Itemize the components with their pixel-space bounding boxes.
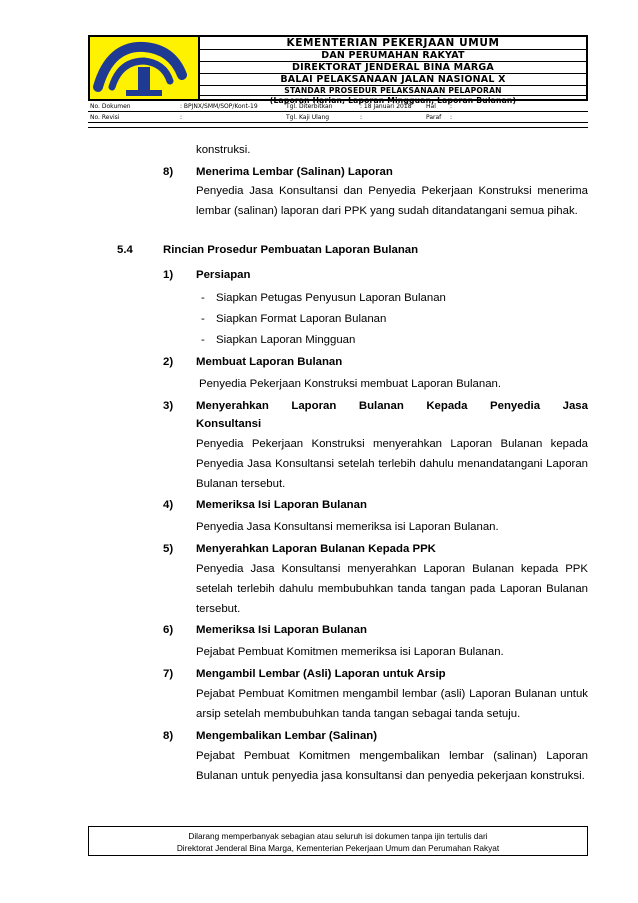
footer-line-1: Dilarang memperbanyak sebagian atau seluruh isi dokumen tanpa ijin tertulis dari: [188, 831, 488, 841]
step-4-title: Memeriksa Isi Laporan Bulanan: [196, 499, 367, 511]
document-header: [88, 35, 588, 105]
header-title-block: [200, 37, 586, 105]
meta-paraf-label: Paraf: [426, 114, 442, 121]
title-word: Kepada: [426, 400, 468, 412]
step-8-number: 8): [163, 730, 174, 742]
meta-no-dokumen-label: No. Dokumen: [90, 103, 131, 110]
step-8-text: Pejabat Pembuat Komitmen mengembalikan lembar (salinan) Laporan Bulanan untuk penyedia jasa konsultansi dan penyedia pekerjaan konstruksi.: [196, 750, 588, 782]
step-3-title-line2: Konsultansi: [196, 418, 262, 430]
title-word: Laporan: [291, 400, 337, 412]
step-5-text: Penyedia Jasa Konsultansi menyerahkan Laporan Bulanan kepada PPK setelah terlebih dahulu membubuhkan tanda tangan pada Laporan Bulanan tersebut.: [196, 563, 588, 615]
step-5-number: 5): [163, 543, 174, 555]
header-ministry-line1: KEMENTERIAN PEKERJAAN UMUM: [200, 37, 586, 50]
step-2-number: 2): [163, 356, 174, 368]
meta-row-1: [88, 101, 588, 112]
step-6-text: Pejabat Pembuat Komitmen memeriksa isi Laporan Bulanan.: [196, 646, 504, 658]
title-word: Jasa: [562, 400, 588, 412]
step-3-title-line1: [196, 399, 588, 413]
meta-hal-value: :: [450, 103, 453, 110]
step-7-title: Mengambil Lembar (Asli) Laporan untuk Arsip: [196, 668, 446, 680]
step-5-title: Menyerahkan Laporan Bulanan Kepada PPK: [196, 543, 436, 555]
header-sop-subtitle: (Laporan Harian, Laporan Mingguan, Laporan Bulanan): [269, 96, 517, 105]
ministry-logo-icon: [90, 37, 198, 99]
meta-tgl-kaji-value: :: [360, 114, 363, 121]
step-3-text: Penyedia Pekerjaan Konstruksi menyerahkan Laporan Bulanan kepada Penyedia Jasa Konsultansi setelah terlebih dahulu menandatangani Laporan Bulanan tersebut.: [196, 438, 588, 490]
meta-tgl-diterbitkan-label: Tgl. Diterbitkan: [286, 103, 333, 110]
meta-hal-label: Hal: [426, 103, 436, 110]
step-1-title: Persiapan: [196, 269, 251, 281]
step-2-text: Penyedia Pekerjaan Konstruksi membuat Laporan Bulanan.: [199, 378, 502, 390]
prev-item-8-number: 8): [163, 166, 174, 178]
section-title: Rincian Prosedur Pembuatan Laporan Bulanan: [163, 244, 419, 256]
meta-tgl-kaji-label: Tgl. Kaji Ulang: [286, 114, 330, 121]
title-word: Penyedia: [490, 400, 541, 412]
step-4-number: 4): [163, 499, 174, 511]
meta-row-2: [88, 112, 588, 123]
step-6-number: 6): [163, 624, 174, 636]
step-8-title: Mengembalikan Lembar (Salinan): [196, 730, 378, 742]
continuation-line: konstruksi.: [196, 144, 251, 156]
bullet-mark: -: [201, 334, 205, 346]
header-balai: BALAI PELAKSANAAN JALAN NASIONAL X: [200, 74, 586, 86]
bullet-mark: -: [201, 313, 205, 325]
header-directorate: DIREKTORAT JENDERAL BINA MARGA: [200, 62, 586, 74]
section-number: 5.4: [117, 244, 133, 256]
title-word: Bulanan: [358, 400, 404, 412]
step-4-text: Penyedia Jasa Konsultansi memeriksa isi Laporan Bulanan.: [196, 521, 499, 533]
document-meta: [88, 101, 588, 123]
bullet-item: Siapkan Laporan Mingguan: [216, 334, 356, 346]
step-1-number: 1): [163, 269, 174, 281]
step-6-title: Memeriksa Isi Laporan Bulanan: [196, 624, 367, 636]
step-3-number: 3): [163, 400, 174, 412]
step-7-number: 7): [163, 668, 174, 680]
meta-paraf-value: :: [450, 114, 453, 121]
prev-item-8-text: Penyedia Jasa Konsultansi dan Penyedia Pekerjaan Konstruksi menerima lembar (salinan) laporan dari PPK yang sudah ditandatangani semua pihak.: [196, 185, 588, 217]
bullet-item: Siapkan Petugas Penyusun Laporan Bulanan: [216, 292, 446, 304]
bullet-mark: -: [201, 292, 205, 304]
bullet-item: Siapkan Format Laporan Bulanan: [216, 313, 387, 325]
header-sop-title: STANDAR PROSEDUR PELAKSANAAN PELAPORAN: [200, 86, 586, 96]
meta-no-revisi-value: :: [180, 114, 183, 121]
meta-no-dokumen-value: : BPJNX/SMM/SOP/Kont-19: [180, 103, 258, 110]
prev-item-8-title: Menerima Lembar (Salinan) Laporan: [196, 166, 393, 178]
meta-no-revisi-label: No. Revisi: [90, 114, 120, 121]
header-ministry-line2: DAN PERUMAHAN RAKYAT: [200, 50, 586, 62]
document-footer: [88, 826, 588, 856]
ministry-logo: [90, 37, 200, 99]
step-7-text: Pejabat Pembuat Komitmen mengambil lembar (asli) Laporan Bulanan untuk arsip setelah membubuhkan tanda tangan sebagai tanda setuju.: [196, 688, 588, 720]
header-divider: [88, 127, 588, 128]
title-word: Menyerahkan: [196, 400, 269, 412]
step-2-title: Membuat Laporan Bulanan: [196, 356, 343, 368]
meta-tgl-diterbitkan-value: : 18 Januari 2018: [360, 103, 412, 110]
footer-line-2: Direktorat Jenderal Bina Marga, Kementerian Pekerjaan Umum dan Perumahan Rakyat: [176, 843, 500, 853]
